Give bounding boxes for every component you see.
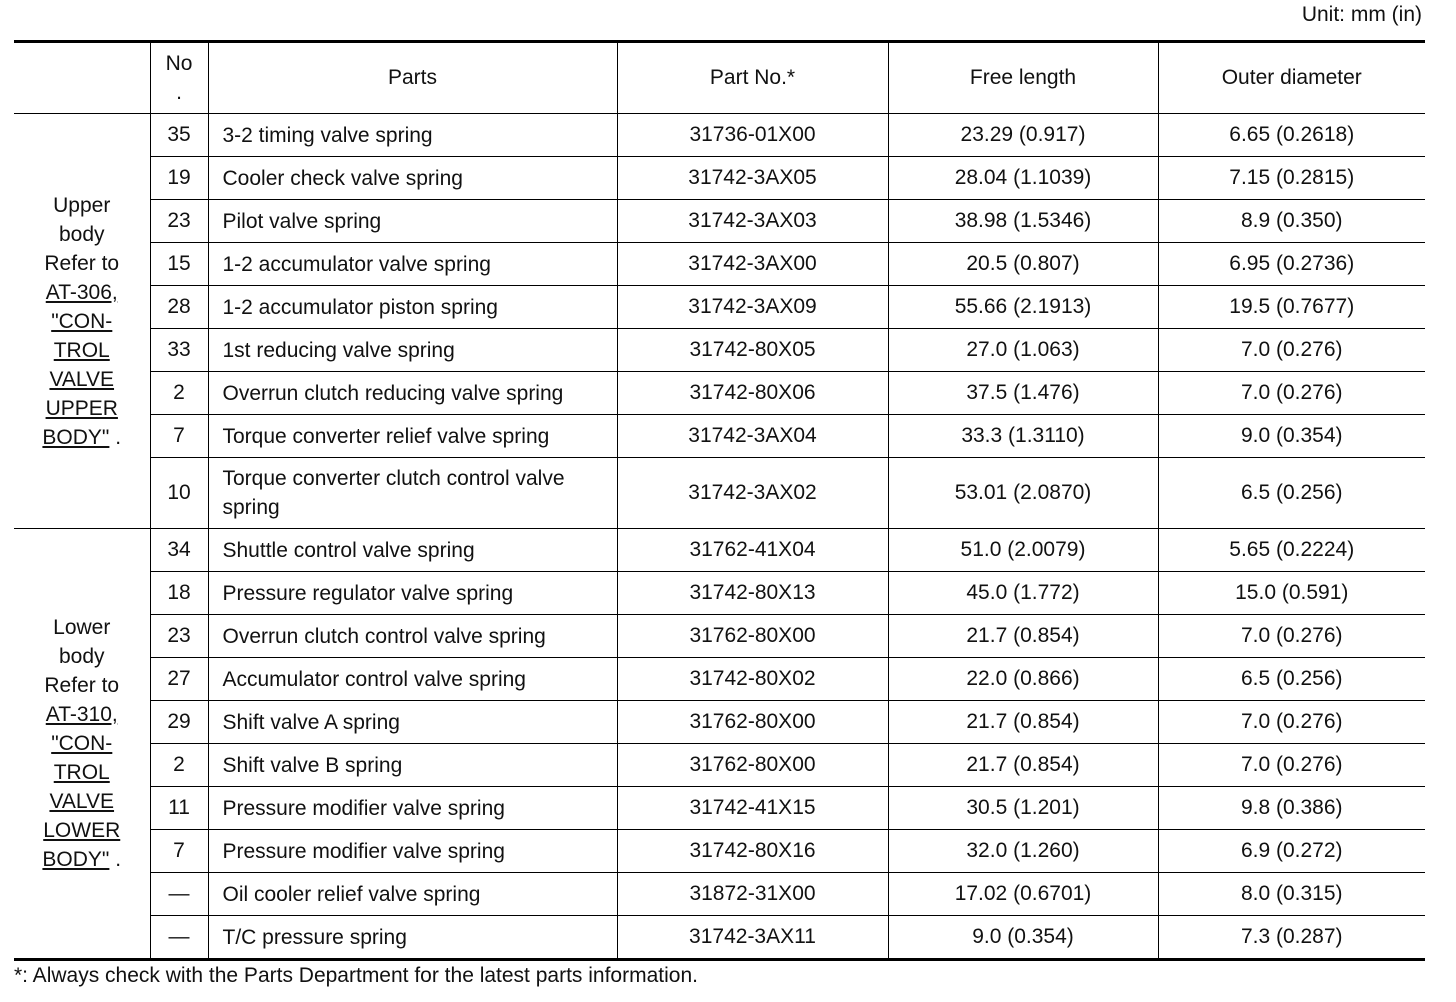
- table-row: [14, 873, 1425, 916]
- upper-body-reference-link[interactable]: [42, 281, 118, 449]
- text-line: BODY": [42, 425, 110, 449]
- part-cell: Overrun clutch reducing valve spring: [208, 372, 617, 415]
- free-length-cell: 23.29 (0.917): [888, 114, 1158, 157]
- no-cell: 27: [150, 658, 208, 701]
- table-row: [14, 286, 1425, 329]
- table-row: [14, 329, 1425, 372]
- part-cell: 3-2 timing valve spring: [208, 114, 617, 157]
- part-cell: Torque converter relief valve spring: [208, 415, 617, 458]
- text-line: LOWER: [43, 819, 121, 842]
- header-part-no: Part No.*: [617, 42, 888, 114]
- no-cell: 29: [150, 701, 208, 744]
- text-line: spring: [222, 496, 280, 519]
- table-row: [14, 615, 1425, 658]
- part-no-cell: 31742-80X06: [617, 372, 888, 415]
- part-no-cell: 31872-31X00: [617, 873, 888, 916]
- no-cell: 23: [150, 200, 208, 243]
- part-no-cell: 31742-3AX03: [617, 200, 888, 243]
- no-cell: 23: [150, 615, 208, 658]
- text-line: VALVE: [49, 790, 115, 813]
- part-cell: Pilot valve spring: [208, 200, 617, 243]
- table-row: [14, 372, 1425, 415]
- text-line: TROL: [53, 761, 110, 784]
- part-cell: 1-2 accumulator piston spring: [208, 286, 617, 329]
- text-line: body: [58, 222, 105, 246]
- part-cell: Accumulator control valve spring: [208, 658, 617, 701]
- free-length-cell: 32.0 (1.260): [888, 830, 1158, 873]
- outer-diameter-cell: 15.0 (0.591): [1158, 572, 1425, 615]
- free-length-cell: 53.01 (2.0870): [888, 458, 1158, 529]
- table-row: [14, 572, 1425, 615]
- part-cell: Oil cooler relief valve spring: [208, 873, 617, 916]
- table-row: [14, 701, 1425, 744]
- header-group: [14, 42, 150, 114]
- table-row: [14, 157, 1425, 200]
- text-line: .: [109, 425, 122, 449]
- outer-diameter-cell: 6.5 (0.256): [1158, 458, 1425, 529]
- free-length-cell: 20.5 (0.807): [888, 243, 1158, 286]
- text-line: "CON-: [51, 732, 113, 755]
- free-length-cell: 51.0 (2.0079): [888, 529, 1158, 572]
- lower-body-reference-link[interactable]: [42, 703, 120, 871]
- outer-diameter-cell: 6.95 (0.2736): [1158, 243, 1425, 286]
- table-row: [14, 787, 1425, 830]
- part-cell: 1-2 accumulator valve spring: [208, 243, 617, 286]
- part-cell: T/C pressure spring: [208, 916, 617, 960]
- table-row: [14, 744, 1425, 787]
- no-cell: 10: [150, 458, 208, 529]
- text-line: UPPER: [45, 396, 118, 420]
- no-cell: 34: [150, 529, 208, 572]
- part-no-cell: 31742-41X15: [617, 787, 888, 830]
- no-cell: 2: [150, 372, 208, 415]
- table-row: [14, 529, 1425, 572]
- table-row: [14, 458, 1425, 529]
- no-cell: 11: [150, 787, 208, 830]
- text-line: VALVE: [49, 367, 115, 391]
- free-length-cell: 27.0 (1.063): [888, 329, 1158, 372]
- text-line: TROL: [53, 338, 110, 362]
- footnote: *: Always check with the Parts Department for the latest parts information.: [14, 964, 698, 987]
- part-cell: 1st reducing valve spring: [208, 329, 617, 372]
- part-cell: [208, 458, 617, 529]
- outer-diameter-cell: 8.0 (0.315): [1158, 873, 1425, 916]
- text-line: Refer to: [44, 674, 120, 697]
- outer-diameter-cell: 7.0 (0.276): [1158, 329, 1425, 372]
- outer-diameter-cell: 6.65 (0.2618): [1158, 114, 1425, 157]
- text-line: Lower: [53, 616, 111, 639]
- outer-diameter-cell: 6.9 (0.272): [1158, 830, 1425, 873]
- spring-spec-table: [14, 40, 1425, 961]
- part-cell: Pressure regulator valve spring: [208, 572, 617, 615]
- no-cell: —: [150, 916, 208, 960]
- outer-diameter-cell: 9.0 (0.354): [1158, 415, 1425, 458]
- free-length-cell: 37.5 (1.476): [888, 372, 1158, 415]
- no-cell: 7: [150, 830, 208, 873]
- free-length-cell: 21.7 (0.854): [888, 615, 1158, 658]
- upper-body-group-cell: [14, 114, 150, 529]
- header-outer-diameter: Outer diameter: [1158, 42, 1425, 114]
- no-cell: 2: [150, 744, 208, 787]
- part-cell: Pressure modifier valve spring: [208, 830, 617, 873]
- table-row: [14, 830, 1425, 873]
- part-no-cell: 31762-80X00: [617, 615, 888, 658]
- part-no-cell: 31742-3AX11: [617, 916, 888, 960]
- part-no-cell: 31742-80X05: [617, 329, 888, 372]
- part-no-cell: 31742-3AX05: [617, 157, 888, 200]
- part-no-cell: 31742-3AX02: [617, 458, 888, 529]
- part-no-cell: 31762-80X00: [617, 701, 888, 744]
- part-no-cell: 31742-80X16: [617, 830, 888, 873]
- table-row: [14, 415, 1425, 458]
- text-line: Upper: [53, 193, 111, 217]
- free-length-cell: 9.0 (0.354): [888, 916, 1158, 960]
- free-length-cell: 33.3 (1.3110): [888, 415, 1158, 458]
- text-line: AT-306,: [45, 280, 118, 304]
- part-no-cell: 31742-80X02: [617, 658, 888, 701]
- outer-diameter-cell: 6.5 (0.256): [1158, 658, 1425, 701]
- text-line: .: [176, 81, 182, 104]
- no-cell: 35: [150, 114, 208, 157]
- no-cell: 33: [150, 329, 208, 372]
- header-parts: Parts: [208, 42, 617, 114]
- part-no-cell: 31742-3AX09: [617, 286, 888, 329]
- part-cell: Pressure modifier valve spring: [208, 787, 617, 830]
- table-row: [14, 916, 1425, 960]
- part-cell: Shuttle control valve spring: [208, 529, 617, 572]
- table-row: [14, 114, 1425, 157]
- outer-diameter-cell: 7.0 (0.276): [1158, 744, 1425, 787]
- outer-diameter-cell: 7.0 (0.276): [1158, 372, 1425, 415]
- outer-diameter-cell: 19.5 (0.7677): [1158, 286, 1425, 329]
- part-cell: Overrun clutch control valve spring: [208, 615, 617, 658]
- free-length-cell: 22.0 (0.866): [888, 658, 1158, 701]
- no-cell: 18: [150, 572, 208, 615]
- part-no-cell: 31742-80X13: [617, 572, 888, 615]
- part-cell: Shift valve B spring: [208, 744, 617, 787]
- header-no: [150, 42, 208, 114]
- lower-body-group-cell: [14, 529, 150, 960]
- free-length-cell: 30.5 (1.201): [888, 787, 1158, 830]
- free-length-cell: 38.98 (1.5346): [888, 200, 1158, 243]
- part-no-cell: 31742-3AX04: [617, 415, 888, 458]
- text-line: "CON-: [51, 309, 113, 333]
- free-length-cell: 55.66 (2.1913): [888, 286, 1158, 329]
- no-cell: 7: [150, 415, 208, 458]
- outer-diameter-cell: 8.9 (0.350): [1158, 200, 1425, 243]
- text-line: Refer to: [44, 251, 120, 275]
- text-line: AT-310,: [45, 703, 118, 726]
- text-line: Torque converter clutch control valve: [222, 467, 565, 490]
- no-cell: 19: [150, 157, 208, 200]
- part-no-cell: 31762-80X00: [617, 744, 888, 787]
- table-row: [14, 200, 1425, 243]
- part-no-cell: 31762-41X04: [617, 529, 888, 572]
- outer-diameter-cell: 7.0 (0.276): [1158, 701, 1425, 744]
- outer-diameter-cell: 7.15 (0.2815): [1158, 157, 1425, 200]
- no-cell: —: [150, 873, 208, 916]
- table-row: [14, 243, 1425, 286]
- no-cell: 28: [150, 286, 208, 329]
- free-length-cell: 21.7 (0.854): [888, 701, 1158, 744]
- free-length-cell: 21.7 (0.854): [888, 744, 1158, 787]
- part-cell: Cooler check valve spring: [208, 157, 617, 200]
- unit-label: Unit: mm (in): [1301, 3, 1422, 26]
- text-line: BODY": [42, 848, 110, 871]
- header-free-length: Free length: [888, 42, 1158, 114]
- table-header-row: [14, 42, 1425, 114]
- outer-diameter-cell: 7.3 (0.287): [1158, 916, 1425, 960]
- free-length-cell: 45.0 (1.772): [888, 572, 1158, 615]
- part-no-cell: 31742-3AX00: [617, 243, 888, 286]
- part-cell: Shift valve A spring: [208, 701, 617, 744]
- outer-diameter-cell: 5.65 (0.2224): [1158, 529, 1425, 572]
- no-cell: 15: [150, 243, 208, 286]
- free-length-cell: 28.04 (1.1039): [888, 157, 1158, 200]
- text-line: No: [165, 52, 193, 75]
- text-line: .: [109, 848, 122, 871]
- text-line: body: [58, 645, 105, 668]
- part-no-cell: 31736-01X00: [617, 114, 888, 157]
- outer-diameter-cell: 7.0 (0.276): [1158, 615, 1425, 658]
- outer-diameter-cell: 9.8 (0.386): [1158, 787, 1425, 830]
- free-length-cell: 17.02 (0.6701): [888, 873, 1158, 916]
- table-row: [14, 658, 1425, 701]
